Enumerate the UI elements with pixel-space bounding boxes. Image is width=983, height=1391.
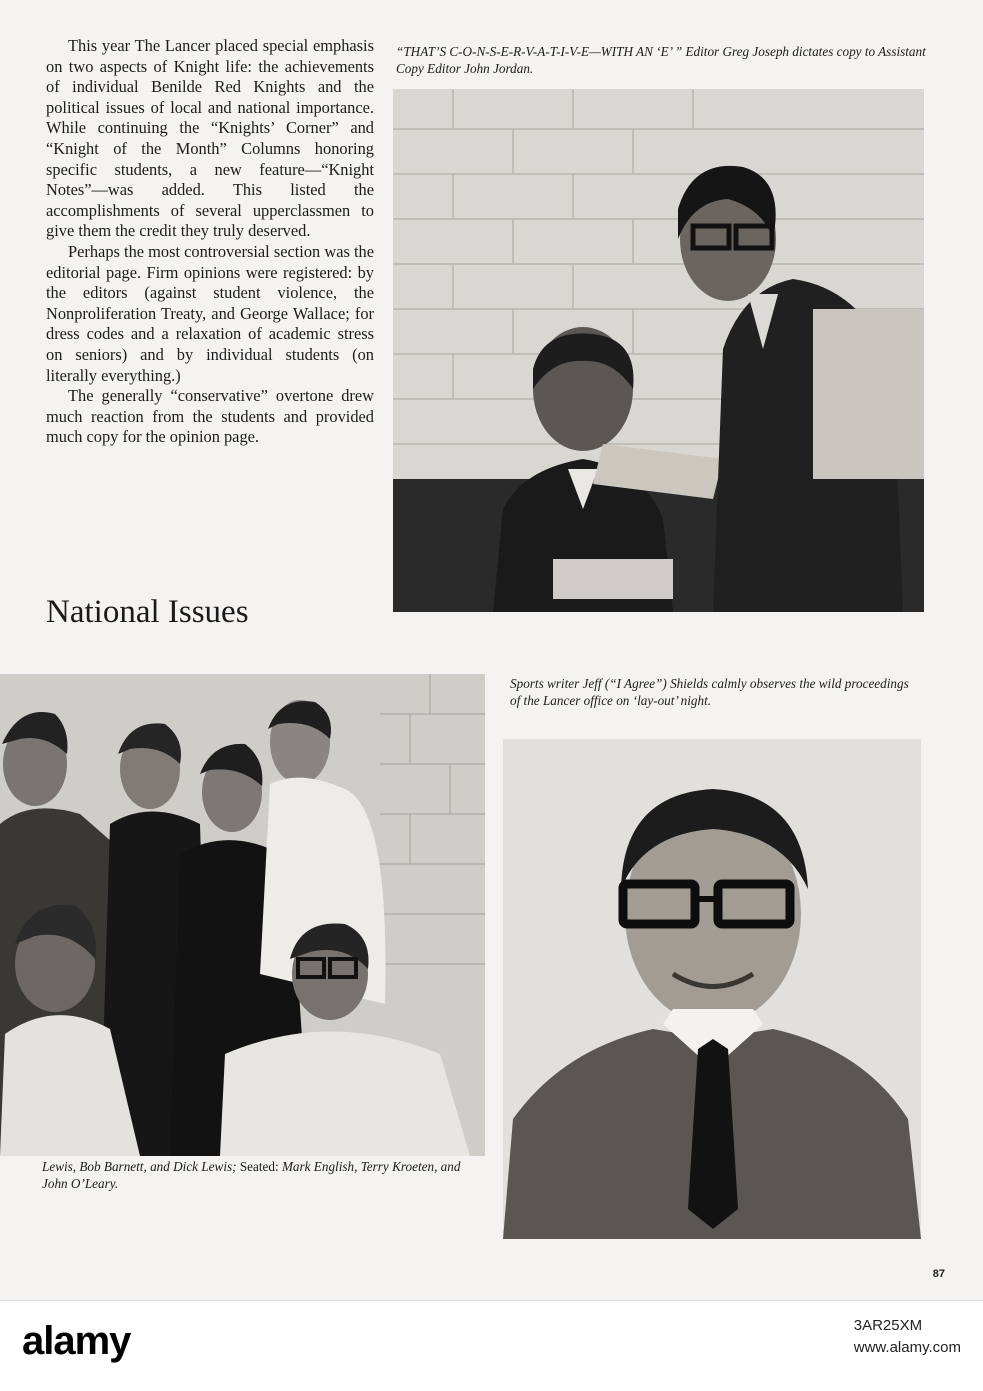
watermark-image-id: 3AR25XM [853,1317,923,1334]
watermark-site: www.alamy.com [853,1339,961,1356]
article-body [46,36,374,448]
section-heading: National Issues [46,594,249,630]
group-caption-seated-label: Seated: [239,1159,279,1174]
sports-writer-photo [503,739,921,1239]
group-caption-names-2: Mark English, Terry Kroeten, and John O’Leary. [42,1159,461,1191]
staff-group-photo [0,674,485,1156]
staff-group-photo-illustration [0,674,485,1156]
watermark-logo: alamy [22,1319,131,1363]
page-number: 87 [932,1268,945,1280]
right-photo-caption: Sports writer Jeff (“I Agree”) Shields calmly observes the wild proceedings of the Lancer office on ‘lay-out’ night. [510,676,909,708]
article-paragraph-2: Perhaps the most controversial section was the editorial page. Firm opinions were registered: by the editors (against student violence, the Nonproliferation Treaty, and George Wallace; for dress codes and a relaxation of academic stress on seniors) and by individual students (on literally everything.) [46,241,374,385]
top-photo-caption: “THAT’S C-O-N-S-E-R-V-A-T-I-V-E—WITH AN ‘E’ ” Editor Greg Joseph dictates copy to Assistant Copy Editor John Jordan. [396,44,926,76]
group-caption-names-1: Lewis, Bob Barnett, and Dick Lewis; [42,1159,240,1174]
group-photo-caption [42,1159,484,1192]
article-paragraph-3: The generally “conservative” overtone drew much reaction from the students and provided much copy for the opinion page. [46,386,374,447]
article-paragraph-1: This year The Lancer placed special emphasis on two aspects of Knight life: the achievements of individual Benilde Red Knights and the political issues of local and national importance. While continuing the “Knights’ Corner” and “Knight of the Month” Columns honoring specific students, a new feature—“Knight Notes”—was added. This listed the accomplishments of several upperclassmen to give them the credit they truly deserved. [46,36,374,241]
stock-watermark-bar [0,1300,983,1391]
editors-photo-illustration [393,89,924,612]
watermark-info [854,1315,961,1359]
sports-writer-photo-illustration [503,739,921,1239]
editors-photo [393,89,924,612]
